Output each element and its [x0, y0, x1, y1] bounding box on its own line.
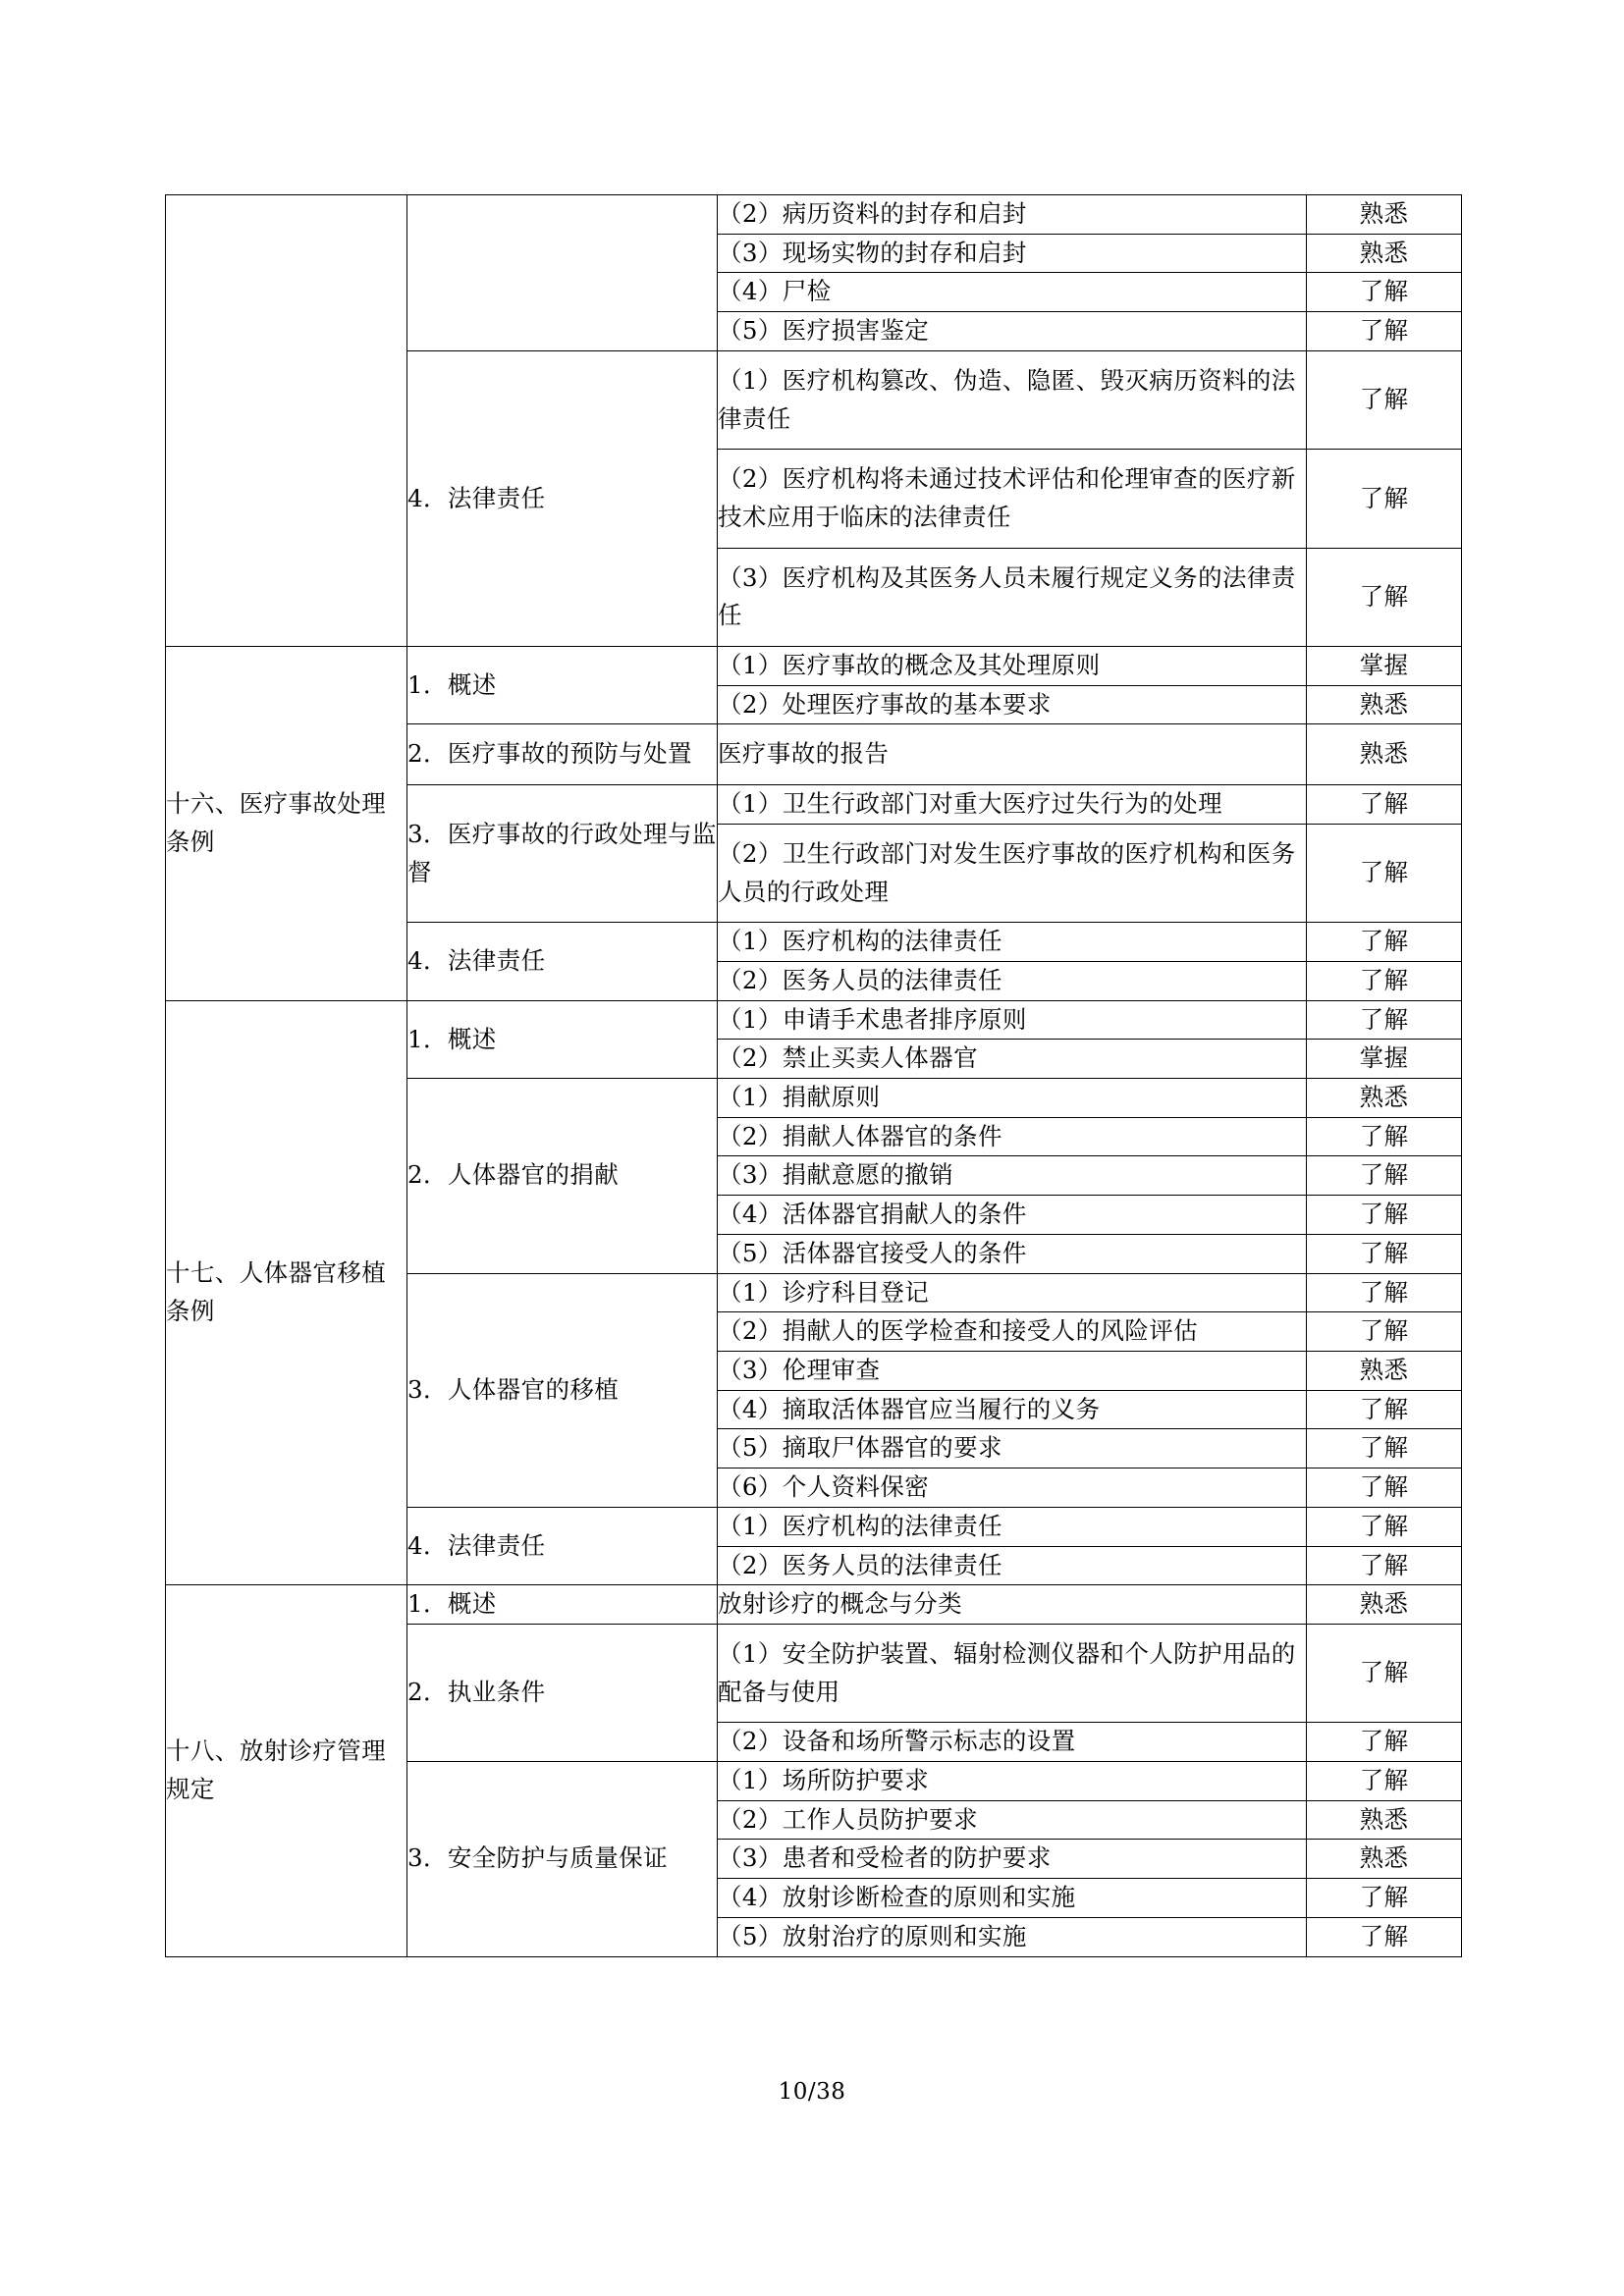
section-cell-transplant-17: 3．人体器官的移植 [407, 1273, 718, 1507]
section-cell-practice-conditions-18: 2．执业条件 [407, 1624, 718, 1761]
syllabus-body [166, 195, 1462, 1957]
level-cell: 了解 [1307, 961, 1462, 1000]
chapter-cell-carryover [166, 195, 407, 647]
chapter-cell-17: 十七、人体器官移植条例 [166, 1000, 407, 1585]
section-cell-overview-16: 1．概述 [407, 647, 718, 724]
level-cell: 了解 [1307, 350, 1462, 449]
level-cell: 了解 [1307, 1468, 1462, 1508]
item-cell: （4）活体器官捐献人的条件 [718, 1196, 1307, 1235]
item-cell: （3）医疗机构及其医务人员未履行规定义务的法律责任 [718, 548, 1307, 646]
item-cell: （1）申请手术患者排序原则 [718, 1000, 1307, 1040]
item-cell: （1）诊疗科目登记 [718, 1273, 1307, 1312]
item-cell: （1）医疗机构的法律责任 [718, 923, 1307, 962]
item-cell: （5）医疗损害鉴定 [718, 312, 1307, 351]
item-cell: （2）医务人员的法律责任 [718, 961, 1307, 1000]
table-row [166, 647, 1462, 686]
item-cell: （3）捐献意愿的撤销 [718, 1156, 1307, 1196]
section-cell-overview-17: 1．概述 [407, 1000, 718, 1078]
level-cell: 了解 [1307, 824, 1462, 922]
table-row [166, 195, 1462, 235]
level-cell: 了解 [1307, 1917, 1462, 1956]
level-cell: 熟悉 [1307, 234, 1462, 273]
item-cell: 放射诊疗的概念与分类 [718, 1585, 1307, 1625]
level-cell: 熟悉 [1307, 1351, 1462, 1390]
level-cell: 掌握 [1307, 647, 1462, 686]
item-cell: （1）医疗机构的法律责任 [718, 1507, 1307, 1546]
level-cell: 了解 [1307, 312, 1462, 351]
item-cell: （5）摘取尸体器官的要求 [718, 1429, 1307, 1468]
item-cell: （2）捐献人的医学检查和接受人的风险评估 [718, 1312, 1307, 1352]
item-cell: （3）患者和受检者的防护要求 [718, 1840, 1307, 1879]
table-row [166, 1585, 1462, 1625]
item-cell: （2）医务人员的法律责任 [718, 1546, 1307, 1585]
syllabus-sheet [165, 194, 1461, 1957]
level-cell: 了解 [1307, 1390, 1462, 1429]
level-cell: 了解 [1307, 1879, 1462, 1918]
level-cell: 了解 [1307, 548, 1462, 646]
level-cell: 了解 [1307, 785, 1462, 825]
level-cell: 了解 [1307, 1312, 1462, 1352]
section-cell-admin-16: 3．医疗事故的行政处理与监督 [407, 785, 718, 923]
level-cell: 了解 [1307, 1723, 1462, 1762]
item-cell: （2）医疗机构将未通过技术评估和伦理审查的医疗新技术应用于临床的法律责任 [718, 450, 1307, 548]
item-cell: （3）现场实物的封存和启封 [718, 234, 1307, 273]
level-cell: 熟悉 [1307, 724, 1462, 785]
section-cell-legal-liability-16: 4．法律责任 [407, 923, 718, 1000]
item-cell: （5）放射治疗的原则和实施 [718, 1917, 1307, 1956]
item-cell: （1）卫生行政部门对重大医疗过失行为的处理 [718, 785, 1307, 825]
level-cell: 了解 [1307, 923, 1462, 962]
level-cell: 熟悉 [1307, 1585, 1462, 1625]
section-cell-donation-17: 2．人体器官的捐献 [407, 1079, 718, 1274]
item-cell: （1）场所防护要求 [718, 1762, 1307, 1801]
table-row [166, 1000, 1462, 1040]
level-cell: 了解 [1307, 1273, 1462, 1312]
level-cell: 了解 [1307, 1234, 1462, 1273]
item-cell: （2）设备和场所警示标志的设置 [718, 1723, 1307, 1762]
item-cell: 医疗事故的报告 [718, 724, 1307, 785]
item-cell: （2）病历资料的封存和启封 [718, 195, 1307, 235]
level-cell: 了解 [1307, 1429, 1462, 1468]
level-cell: 了解 [1307, 1546, 1462, 1585]
item-cell: （4）放射诊断检查的原则和实施 [718, 1879, 1307, 1918]
section-cell-legal-liability-15: 4．法律责任 [407, 350, 718, 646]
item-cell: （2）处理医疗事故的基本要求 [718, 685, 1307, 724]
level-cell: 熟悉 [1307, 1800, 1462, 1840]
item-cell: （4）摘取活体器官应当履行的义务 [718, 1390, 1307, 1429]
level-cell: 了解 [1307, 1156, 1462, 1196]
item-cell: （3）伦理审查 [718, 1351, 1307, 1390]
level-cell: 熟悉 [1307, 1079, 1462, 1118]
section-cell-prevention-16: 2．医疗事故的预防与处置 [407, 724, 718, 785]
syllabus-table [165, 194, 1462, 1957]
section-cell-safety-18: 3．安全防护与质量保证 [407, 1762, 718, 1957]
item-cell: （2）禁止买卖人体器官 [718, 1040, 1307, 1079]
level-cell: 熟悉 [1307, 685, 1462, 724]
item-cell: （2）捐献人体器官的条件 [718, 1117, 1307, 1156]
page-number: 10/38 [778, 2079, 846, 2105]
item-cell: （2）卫生行政部门对发生医疗事故的医疗机构和医务人员的行政处理 [718, 824, 1307, 922]
level-cell: 了解 [1307, 273, 1462, 312]
item-cell: （1）捐献原则 [718, 1079, 1307, 1118]
item-cell: （1）安全防护装置、辐射检测仪器和个人防护用品的配备与使用 [718, 1624, 1307, 1722]
section-cell-overview-18: 1．概述 [407, 1585, 718, 1625]
level-cell: 了解 [1307, 1196, 1462, 1235]
item-cell: （1）医疗事故的概念及其处理原则 [718, 647, 1307, 686]
level-cell: 掌握 [1307, 1040, 1462, 1079]
level-cell: 熟悉 [1307, 195, 1462, 235]
item-cell: （4）尸检 [718, 273, 1307, 312]
item-cell: （5）活体器官接受人的条件 [718, 1234, 1307, 1273]
chapter-cell-18: 十八、放射诊疗管理规定 [166, 1585, 407, 1956]
section-cell-carryover [407, 195, 718, 351]
level-cell: 了解 [1307, 1762, 1462, 1801]
section-cell-legal-liability-17: 4．法律责任 [407, 1507, 718, 1584]
item-cell: （2）工作人员防护要求 [718, 1800, 1307, 1840]
item-cell: （1）医疗机构篡改、伪造、隐匿、毁灭病历资料的法律责任 [718, 350, 1307, 449]
level-cell: 了解 [1307, 1117, 1462, 1156]
level-cell: 了解 [1307, 450, 1462, 548]
item-cell: （6）个人资料保密 [718, 1468, 1307, 1508]
level-cell: 了解 [1307, 1624, 1462, 1722]
level-cell: 了解 [1307, 1000, 1462, 1040]
level-cell: 了解 [1307, 1507, 1462, 1546]
level-cell: 熟悉 [1307, 1840, 1462, 1879]
chapter-cell-16: 十六、医疗事故处理条例 [166, 647, 407, 1001]
